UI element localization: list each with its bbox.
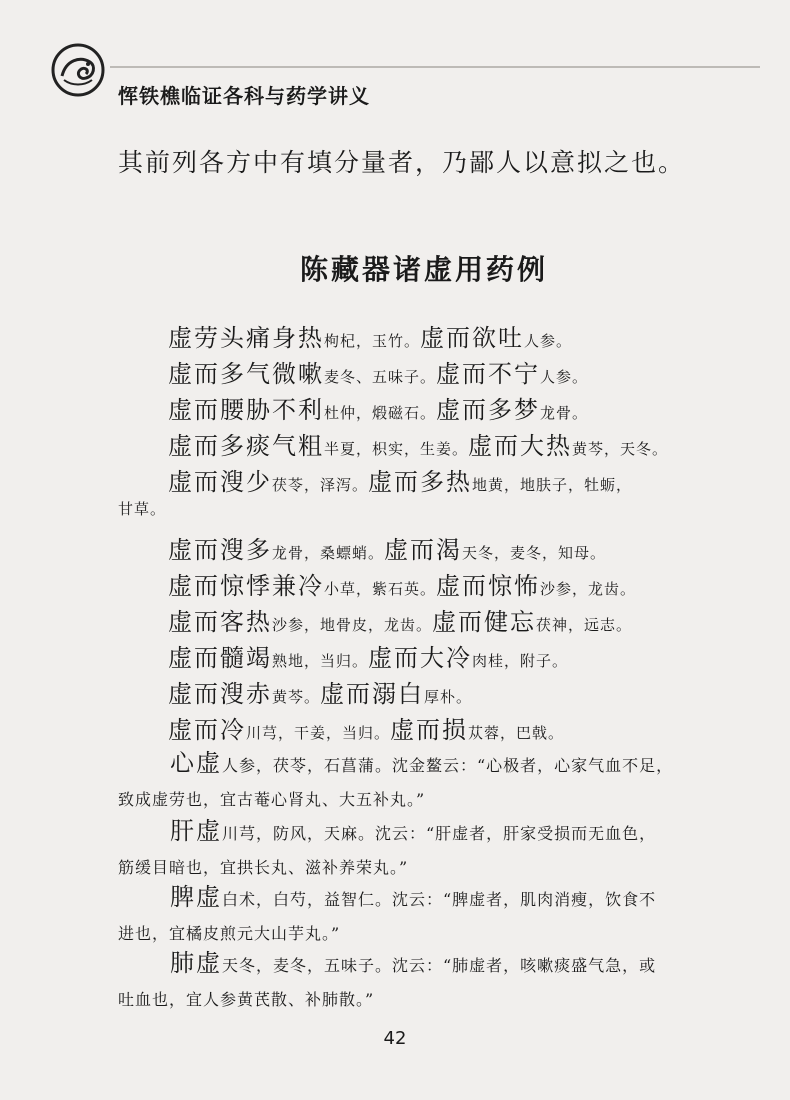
herbs: 枸杞，玉竹。 — [324, 332, 421, 350]
entry-line — [168, 462, 632, 497]
page-number: 42 — [383, 1028, 407, 1049]
symptom: 虚而溲赤 — [168, 680, 272, 708]
herbs: 苁蓉，巴戟。 — [468, 724, 565, 742]
herbs: 川芎，干姜，当归。 — [246, 724, 391, 742]
dragon-emblem-icon — [50, 42, 106, 98]
entry-line — [168, 602, 632, 637]
symptom: 虚劳头痛身热 — [168, 324, 324, 352]
organ-text-cont: 致成虚劳也，宜古菴心肾丸、大五补丸。” — [118, 790, 426, 809]
herbs: 茯神，远志。 — [536, 616, 633, 634]
organ-text: 天冬，麦冬，五味子。沈云：“肺虚者，咳嗽痰盛气急，或 — [222, 956, 657, 975]
herbs: 茯苓，泽泻。 — [272, 476, 369, 494]
symptom: 虚而惊悸兼冷 — [168, 572, 324, 600]
symptom: 虚而惊怖 — [436, 572, 541, 600]
herbs: 龙骨。 — [540, 404, 589, 422]
entry-line — [168, 354, 588, 389]
entry-line — [168, 426, 668, 461]
symptom: 虚而大冷 — [368, 644, 473, 672]
herbs: 杜仲，煅磁石。 — [324, 404, 437, 422]
organ-name: 肝虚 — [170, 817, 222, 845]
section-title: 陈藏器诸虚用药例 — [300, 253, 549, 286]
herbs: 沙参，龙齿。 — [540, 580, 637, 598]
herbs: 天冬，麦冬，知母。 — [462, 544, 607, 562]
running-header — [40, 30, 760, 110]
symptom: 虚而冷 — [168, 716, 246, 744]
symptom: 虚而溲多 — [168, 536, 272, 564]
entry-line — [168, 710, 564, 745]
symptom: 虚而不宁 — [436, 360, 541, 388]
herbs: 沙参，地骨皮，龙齿。 — [272, 616, 433, 634]
organ-text: 川芎，防风，天麻。沈云：“肝虚者，肝家受损而无血色， — [222, 824, 657, 843]
entry-line — [168, 566, 636, 601]
entry-line — [168, 318, 572, 353]
intro-text: 其前列各方中有填分量者，乃鄙人以意拟之也。 — [118, 148, 686, 177]
herbs: 厚朴。 — [424, 688, 473, 706]
symptom: 虚而多痰气粗 — [168, 432, 324, 460]
organ-paragraph — [118, 946, 758, 1017]
herbs: 黄芩，天冬。 — [572, 440, 669, 458]
symptom: 虚而多梦 — [436, 396, 541, 424]
symptom: 虚而损 — [390, 716, 469, 744]
herbs: 半夏，枳实，生姜。 — [324, 440, 469, 458]
herbs: 小草，紫石英。 — [324, 580, 437, 598]
header-rule — [110, 66, 760, 68]
symptom: 虚而多热 — [368, 468, 473, 496]
entry-line — [168, 638, 568, 673]
organ-text-cont: 筋缓目暗也，宜拱长丸、滋补养荣丸。” — [118, 858, 409, 877]
herbs: 人参。 — [540, 368, 589, 386]
book-title: 恽铁樵临证各科与药学讲义 — [118, 84, 370, 108]
organ-text: 白术，白芍，益智仁。沈云：“脾虚者，肌肉消瘦，饮食不 — [222, 890, 657, 909]
entry-line — [168, 390, 588, 425]
entry-line — [168, 674, 472, 709]
symptom: 虚而渴 — [384, 536, 463, 564]
organ-paragraph — [118, 814, 758, 885]
organ-text-cont: 吐血也，宜人参黄芪散、补肺散。” — [118, 990, 375, 1009]
organ-name: 脾虚 — [170, 883, 222, 911]
symptom: 虚而客热 — [168, 608, 272, 636]
organ-text-cont: 进也，宜橘皮煎元大山芋丸。” — [118, 924, 341, 943]
symptom: 虚而欲吐 — [420, 324, 525, 352]
entry-line — [168, 530, 606, 565]
herbs: 麦冬、五味子。 — [324, 368, 437, 386]
symptom: 虚而溲少 — [168, 468, 272, 496]
herbs: 地黄，地肤子，牡蛎， — [472, 476, 633, 494]
symptom: 虚而大热 — [468, 432, 573, 460]
herbs: 龙骨，桑螵蛸。 — [272, 544, 385, 562]
herbs: 熟地，当归。 — [272, 652, 369, 670]
organ-paragraph — [118, 746, 758, 817]
symptom: 虚而腰胁不利 — [168, 396, 324, 424]
herbs: 人参。 — [524, 332, 573, 350]
symptom: 虚而溺白 — [320, 680, 425, 708]
organ-paragraph — [118, 880, 758, 951]
symptom: 虚而健忘 — [432, 608, 537, 636]
herbs: 肉桂，附子。 — [472, 652, 569, 670]
entry-continuation: 甘草。 — [118, 500, 167, 518]
organ-name: 心虚 — [170, 749, 222, 777]
symptom: 虚而多气微嗽 — [168, 360, 324, 388]
herbs: 黄芩。 — [272, 688, 321, 706]
organ-name: 肺虚 — [170, 949, 222, 977]
symptom: 虚而髓竭 — [168, 644, 272, 672]
organ-text: 人参，茯苓，石菖蒲。沈金鳌云：“心极者，心家气血不足， — [222, 756, 674, 775]
